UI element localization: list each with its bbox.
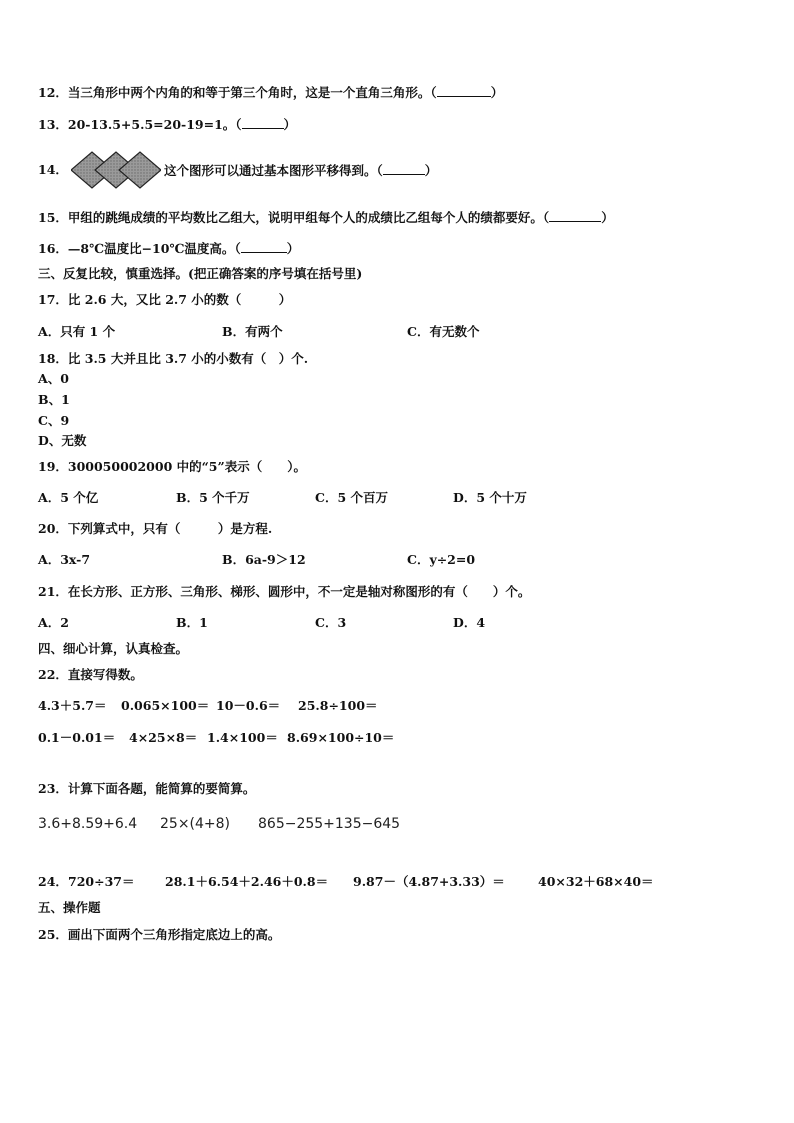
q22-expr-4: 25.8÷100＝	[298, 698, 378, 713]
question-20: 20．下列算式中，只有（ ）是方程.	[38, 521, 273, 536]
q23-expr-1: 3.6+8.59+6.4	[38, 816, 138, 832]
answer-blank[interactable]	[383, 162, 425, 175]
q23-expr-2: 25×(4+8)	[160, 816, 231, 832]
question-text: —8℃温度比−10℃温度高。	[67, 241, 235, 256]
q24-expr-3: 9.87－（4.87+3.33）＝	[353, 874, 505, 889]
question-number: 15．	[38, 210, 68, 225]
question-text: 20-13.5+5.5=20-19=1。	[67, 117, 236, 132]
q24-expr-1: 720÷37＝	[68, 874, 135, 889]
question-18: 18．比 3.5 大并且比 3.7 小的小数有（ ）个.	[38, 351, 309, 366]
q18-option-b[interactable]: B、1	[38, 392, 70, 407]
q21-option-c[interactable]: C．3	[315, 615, 347, 630]
q17-option-b[interactable]: B．有两个	[222, 324, 283, 339]
q24-expr-4: 40×32＋68×40＝	[538, 874, 654, 889]
q20-option-c[interactable]: C．y÷2=0	[407, 552, 476, 567]
q19-option-d[interactable]: D．5 个十万	[453, 490, 527, 505]
translated-rhombus-figure	[71, 151, 161, 189]
question-23: 23．计算下面各题，能简算的要简算。	[38, 781, 256, 796]
q18-option-d[interactable]: D、无数	[38, 433, 87, 448]
q18-option-a[interactable]: A、0	[38, 371, 69, 386]
rhombus-3	[119, 152, 161, 188]
answer-blank[interactable]	[437, 84, 491, 97]
q20-option-b[interactable]: B．6a-9＞12	[222, 552, 306, 567]
question-14: 这个图形可以通过基本图形平移得到。（ ）	[164, 163, 438, 178]
question-17: 17．比 2.6 大，又比 2.7 小的数（ ）	[38, 292, 292, 307]
question-number: 16．	[38, 241, 68, 256]
section-5-heading: 五、操作题	[38, 900, 101, 915]
question-12: 12．当三角形中两个内角的和等于第三个角时，这是一个直角三角形。（ ）	[38, 85, 504, 100]
q22-expr-2: 0.065×100＝	[121, 698, 210, 713]
q19-option-a[interactable]: A．5 个亿	[38, 490, 99, 505]
question-15: 15．甲组的跳绳成绩的平均数比乙组大，说明甲组每个人的成绩比乙组每个人的绩都要好。（ ）	[38, 210, 614, 225]
q22-expr-1: 4.3＋5.7＝	[38, 698, 107, 713]
q22-expr-6: 4×25×8＝	[129, 730, 198, 745]
question-22: 22．直接写得数。	[38, 667, 143, 682]
question-19: 19．300050002000 中的“5”表示（ ）。	[38, 459, 306, 474]
q22-expr-8: 8.69×100÷10＝	[287, 730, 395, 745]
answer-blank[interactable]	[549, 209, 601, 222]
question-number: 12．	[38, 85, 68, 100]
question-text: 当三角形中两个内角的和等于第三个角时，这是一个直角三角形。	[67, 85, 431, 100]
q18-option-c[interactable]: C、9	[38, 413, 70, 428]
q19-option-b[interactable]: B．5 个千万	[176, 490, 250, 505]
q21-option-b[interactable]: B．1	[176, 615, 208, 630]
question-16: 16．—8℃温度比−10℃温度高。（ ）	[38, 241, 300, 256]
question-number: 13．	[38, 117, 68, 132]
q22-expr-3: 10－0.6＝	[216, 698, 281, 713]
q21-option-a[interactable]: A．2	[38, 615, 69, 630]
answer-blank[interactable]	[242, 116, 284, 129]
question-21: 21．在长方形、正方形、三角形、梯形、圆形中，不一定是轴对称图形的有（ ）个。	[38, 584, 531, 599]
question-number: 14．	[38, 162, 68, 177]
section-3-heading: 三、反复比较，慎重选择。(把正确答案的序号填在括号里)	[38, 266, 363, 281]
question-24-number: 24．	[38, 874, 68, 889]
q22-expr-7: 1.4×100＝	[207, 730, 278, 745]
answer-blank[interactable]	[241, 240, 287, 253]
q21-option-d[interactable]: D．4	[453, 615, 486, 630]
q19-option-c[interactable]: C．5 个百万	[315, 490, 388, 505]
question-13: 13．20-13.5+5.5=20-19=1。（ ）	[38, 117, 297, 132]
question-text: 甲组的跳绳成绩的平均数比乙组大，说明甲组每个人的成绩比乙组每个人的绩都要好。	[67, 210, 543, 225]
q22-expr-5: 0.1－0.01＝	[38, 730, 116, 745]
q20-option-a[interactable]: A．3x-7	[38, 552, 91, 567]
q23-expr-3: 865−255+135−645	[258, 816, 401, 832]
q17-option-a[interactable]: A．只有 1 个	[38, 324, 116, 339]
question-text: 这个图形可以通过基本图形平移得到。	[164, 163, 377, 178]
question-25: 25．画出下面两个三角形指定底边上的高。	[38, 927, 281, 942]
q24-expr-2: 28.1＋6.54＋2.46＋0.8＝	[165, 874, 329, 889]
question-14-number	[38, 162, 68, 178]
q17-option-c[interactable]: C．有无数个	[407, 324, 480, 339]
section-4-heading: 四、细心计算，认真检查。	[38, 641, 189, 656]
